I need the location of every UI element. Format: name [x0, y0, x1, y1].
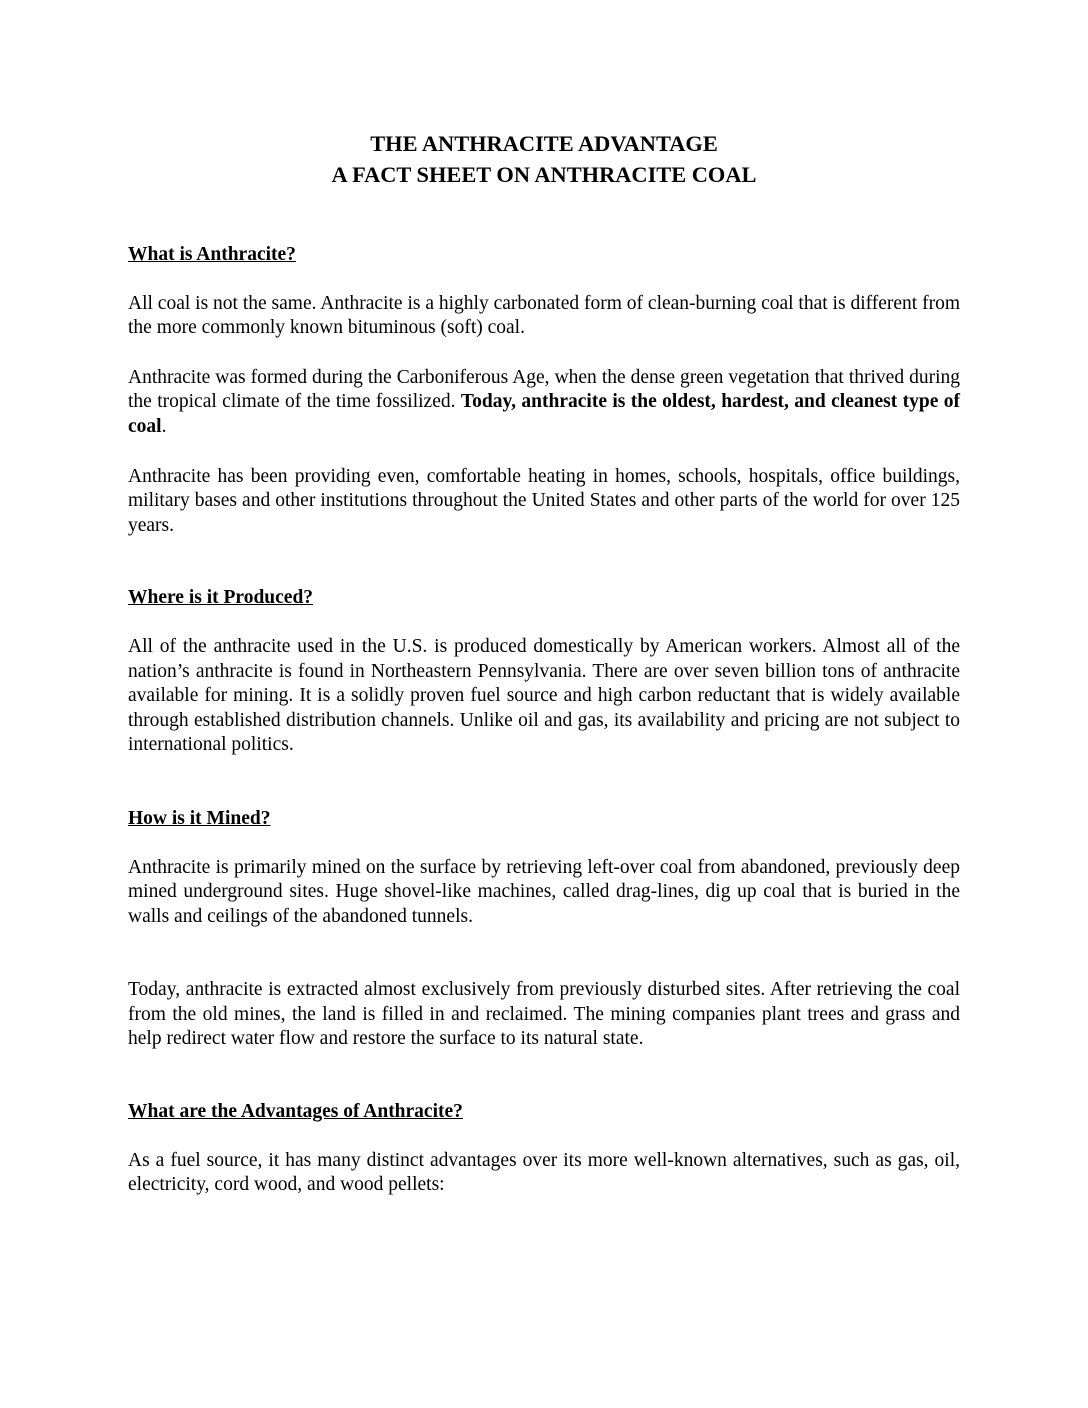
paragraph-text-tail: . [161, 415, 167, 437]
section-heading: What is Anthracite? [128, 244, 296, 265]
section-advantages [128, 1100, 960, 1198]
section-heading: How is it Mined? [128, 807, 271, 829]
paragraph: As a fuel source, it has many distinct advantages over its more well-known alternatives, such as gas, oil, electricity, cord wood, and wood pellets: [128, 1149, 960, 1196]
section-how-mined [128, 807, 960, 1052]
paragraph: Anthracite is primarily mined on the surface by retrieving left-over coal from abandoned, previously deep mined underground sites. Huge shovel-like machines, called drag-lines, dig up coal that is buried in the walls and ceilings of the abandoned tunnels. [128, 856, 960, 927]
document-title [128, 128, 960, 190]
paragraph-bold-text: Today, anthracite is the oldest, hardest, and cleanest type of coal [128, 391, 960, 437]
paragraph: Today, anthracite is extracted almost exclusively from previously disturbed sites. After retrieving the coal from the old mines, the land is filled in and reclaimed. The mining companies plant trees and grass and help redirect water flow and restore the surface to its natural state. [128, 979, 960, 1050]
section-heading: What are the Advantages of Anthracite? [128, 1101, 463, 1123]
paragraph: Anthracite has been providing even, comfortable heating in homes, schools, hospitals, office buildings, military bases and other institutions throughout the United States and other parts of the world for over 125 years. [128, 465, 960, 536]
title-line-1: THE ANTHRACITE ADVANTAGE [370, 131, 718, 156]
paragraph [128, 366, 960, 440]
paragraph: All of the anthracite used in the U.S. is produced domestically by American workers. Almost all of the nation’s anthracite is found in Northeastern Pennsylvania. There are over seven billion tons of anthracite available for mining. It is a solidly proven fuel source and high carbon reductant that is widely available through established distribution channels. Unlike oil and gas, its availability and pricing are not subject to international politics. [128, 635, 960, 756]
title-line-2: A FACT SHEET ON ANTHRACITE COAL [331, 162, 757, 187]
paragraph: All coal is not the same. Anthracite is a highly carbonated form of clean-burning coal that is different from the more commonly known bituminous (soft) coal. [128, 292, 960, 339]
document-page [128, 128, 960, 1198]
section-heading: Where is it Produced? [128, 587, 314, 609]
section-what-is-anthracite [128, 243, 960, 538]
paragraph-text: Anthracite was formed during the Carboniferous Age, when the dense green vegetation that thrived during the tropical climate of the time fossilized. [128, 366, 960, 413]
section-where-produced [128, 586, 960, 758]
